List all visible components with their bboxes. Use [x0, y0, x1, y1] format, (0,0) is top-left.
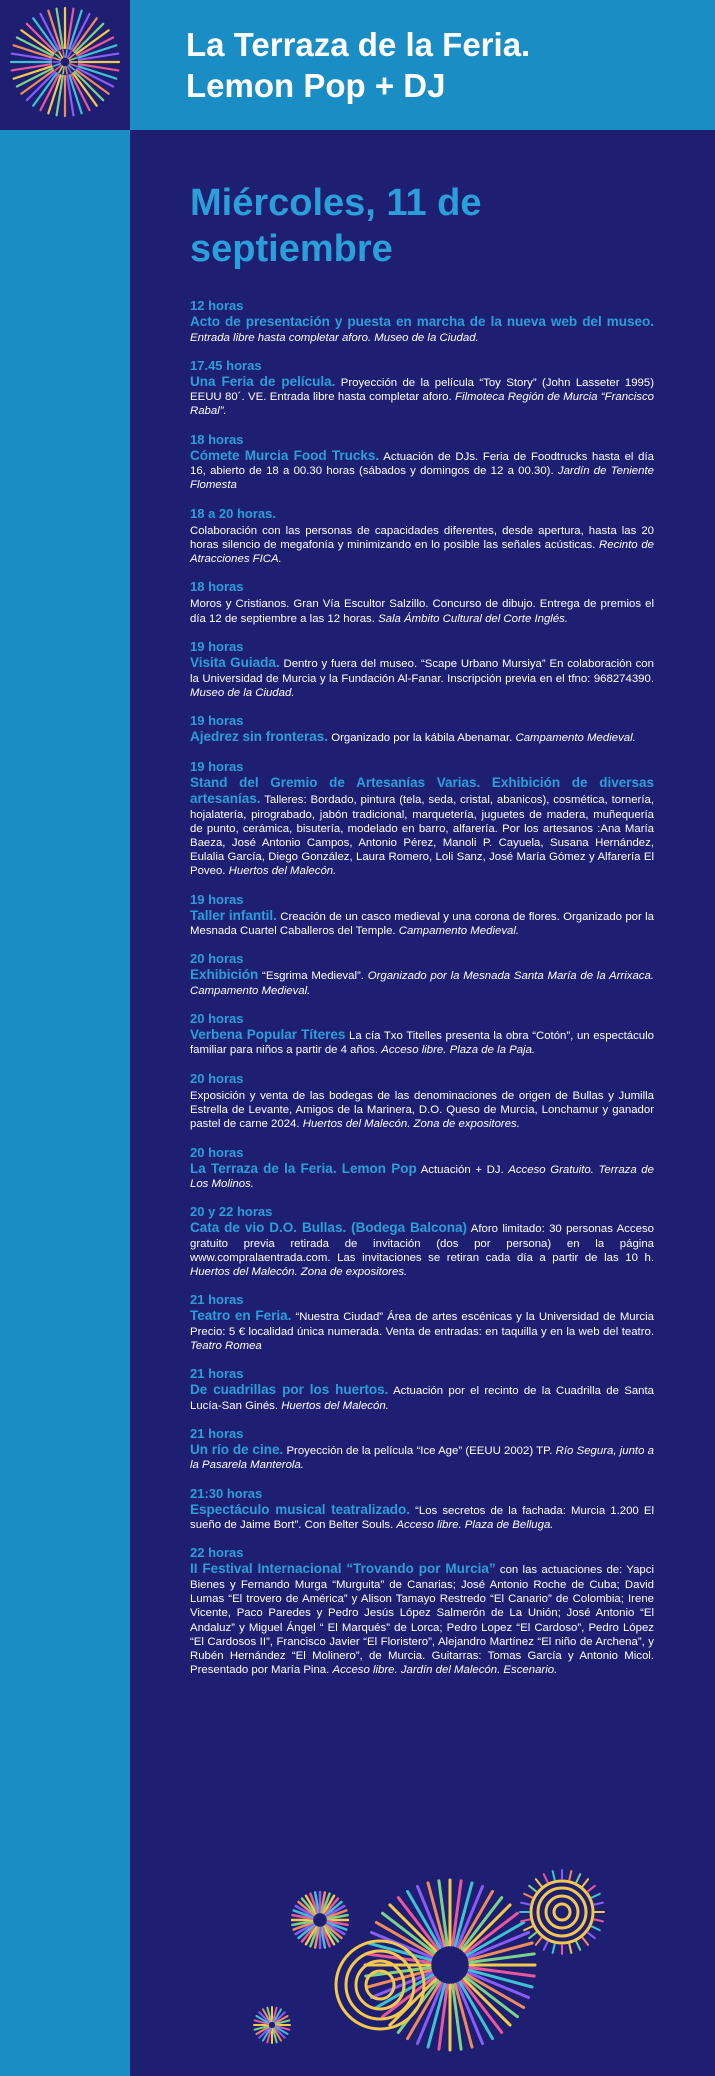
event-venue: Sala Ámbito Cultural del Corte Inglés. — [378, 612, 569, 625]
event-title: Acto de presentación y puesta en marcha de la nueva web del museo. — [190, 314, 654, 329]
event-venue: Acceso libre. Jardín del Malecón. Escenario. — [332, 1664, 558, 1677]
event-item — [190, 1426, 654, 1473]
event-description: Exposición y venta de las bodegas de las denominaciones de origen de Bullas y Jumilla Estrella de Levante, Amigos de la Marinera, D.O. Queso de Murcia, Lonchamur y ganador pastel de carne 2024. — [190, 1089, 654, 1131]
event-title: Una Feria de película. — [190, 373, 336, 389]
event-time: 21 horas — [190, 1366, 244, 1382]
event-item — [190, 298, 654, 345]
event-description: Talleres: Bordado, pintura (tela, seda, cristal, abanicos), cosmética, tornería, hojalatería, pirograbado, jabón tradicional, marquetería, juguetes de madera, muñequería de punto, cerámica, bisutería, modelado en barro, alfarería. Por los artesanos :Ana María Baeza, José Antonio Campos, Antonio Pérez, Manoli P. Cayuela, Susana Hernández, Eulalia García, Diego González, Laura Romero, Loli Sanz, José María Gómez y Alfarería El Poveo. — [190, 794, 654, 878]
event-venue: Organizado por la Mesnada Santa María de la Arrixaca. Campamento Medieval. — [190, 970, 654, 997]
event-venue: Huertos del Malecón. Zona de expositores. — [302, 1118, 520, 1131]
event-description: La cía Txo Titelles presenta la obra “Cotón”, un espectáculo familiar para niños a partir de 4 años. — [190, 1029, 654, 1057]
event-text — [190, 1220, 654, 1279]
event-venue: Jardín de Teniente Flomesta — [190, 465, 654, 492]
event-description: con las actuaciones de: Yapci Bienes y Fernando Murga “Murguita” de Canarias; José Antonio Roche de Cuba; David Lumas “El trovero de América” y Alison Tamayo Restredo “El Canario” de Colombia; Irene Vicente, Paco Paredes y Pedro Jesús López Salmerón de La Unión; José Antonio “El Andaluz” y Miguel Ángel “ El Marqués” de Lorca; Pedro Lopez “El Cardoso”, Pedro López “El Cardosos II”, Francisco Javier “El Floristero”, Alejandro Martínez “El niño de Archena”, y Rubén Hernández “El Molinero”, de Murcia. Guitarras: Tomas García y Antonio Micol. Presentado por María Pina. — [190, 1564, 654, 1677]
event-text — [190, 967, 654, 998]
event-description: Proyección de la película “Ice Age” (EEUU 2002) TP. — [286, 1444, 553, 1457]
header-title-line1: La Terraza de la Feria. — [186, 26, 531, 63]
event-text — [190, 1442, 654, 1473]
event-time: 12 horas — [190, 298, 244, 313]
event-venue: Museo de la Ciudad. — [190, 686, 295, 699]
event-time: 20 horas — [190, 1070, 244, 1086]
program-content — [190, 180, 654, 1690]
event-time: 18 horas — [190, 579, 244, 595]
event-item — [190, 639, 654, 700]
event-description: Moros y Cristianos. Gran Vía Escultor Salzillo. Concurso de dibujo. Entrega de premios el día 12 de septiembre a las 12 horas. — [190, 598, 654, 625]
event-description: Organizado por la kábila Abenamar. — [331, 732, 513, 745]
event-item — [190, 506, 654, 567]
event-text — [190, 1027, 654, 1058]
event-item — [190, 759, 654, 879]
event-time: 19 horas — [190, 758, 244, 774]
event-title: Teatro en Feria. — [190, 1308, 292, 1324]
fireworks-logo — [0, 0, 130, 130]
firework-rings-spark — [520, 1870, 604, 1954]
event-time: 20 y 22 horas — [190, 1204, 273, 1220]
event-title: La Terraza de la Feria. Lemon Pop — [190, 1160, 417, 1176]
event-venue: Acceso Gratuito. Terraza de Los Molinos. — [190, 1163, 654, 1191]
event-description: Creación de un casco medieval y una corona de flores. Organizado por la Mesnada Cuartel Caballeros del Temple. — [190, 910, 654, 938]
firework-rings-right — [531, 1881, 593, 1943]
event-time: 19 horas — [190, 713, 244, 729]
event-time: 20 horas — [190, 1144, 244, 1160]
event-venue: Recinto de Atracciones FICA. — [190, 539, 654, 566]
event-item — [190, 1011, 654, 1058]
event-venue: Río Segura, junto a la Pasarela Manterola. — [190, 1444, 654, 1472]
event-item — [190, 1545, 654, 1677]
event-item — [190, 1292, 654, 1353]
event-time: 22 horas — [190, 1545, 244, 1561]
event-venue: Acceso libre. Plaza de la Paja. — [381, 1044, 536, 1057]
event-venue: Teatro Romea — [190, 1340, 262, 1353]
event-title: Un río de cine. — [190, 1441, 284, 1457]
event-item — [190, 1145, 654, 1192]
event-text — [190, 655, 654, 700]
event-item — [190, 951, 654, 998]
firework-tiny — [254, 2007, 290, 2043]
event-description: Colaboración con las personas de capacidades diferentes, desde apertura, hasta las 20 horas silencio de megafonía y minimizando en lo posible las señales acústicas. — [190, 524, 654, 552]
event-title: De cuadrillas por los huertos. — [190, 1382, 389, 1398]
event-venue: Campamento Medieval. — [398, 925, 520, 938]
event-text — [190, 1161, 654, 1192]
event-time: 17.45 horas — [190, 357, 262, 373]
event-title: Cata de vio D.O. Bullas. (Bodega Balcona) — [190, 1220, 468, 1236]
event-text — [190, 1382, 654, 1413]
firework-small-left — [292, 1892, 348, 1948]
fireworks-illustration — [250, 1860, 610, 2076]
event-item — [190, 1366, 654, 1413]
event-item — [190, 1486, 654, 1533]
event-title: Cómete Murcia Food Trucks. — [190, 447, 380, 463]
event-time: 20 horas — [190, 951, 244, 967]
event-item — [190, 579, 654, 626]
event-title: Ajedrez sin fronteras. — [190, 729, 329, 745]
event-item — [190, 713, 654, 746]
event-description: Dentro y fuera del museo. “Scape Urbano Mursiya” En colaboración con la Universidad de Murcia y la Fundación Al-Fanar. Inscripción previa en el tfno: 968274390. — [190, 658, 654, 685]
event-text — [190, 374, 654, 419]
header-title-line2: Lemon Pop + DJ — [186, 67, 446, 104]
event-text — [190, 314, 654, 345]
left-decorative-strip — [0, 0, 130, 2076]
event-text — [190, 448, 654, 493]
event-title: Verbena Popular Títeres — [190, 1026, 346, 1042]
event-time: 20 horas — [190, 1010, 244, 1026]
event-text — [190, 1087, 654, 1132]
event-venue: Huertos del Malecón. Zona de expositores. — [190, 1266, 408, 1279]
event-item — [190, 892, 654, 939]
event-time: 18 horas — [190, 431, 244, 447]
event-title: Exhibición — [190, 967, 259, 983]
event-title: Stand del Gremio de Artesanías Varias. Exhibición de diversas artesanías. — [190, 774, 654, 807]
event-item — [190, 358, 654, 419]
event-item — [190, 1071, 654, 1132]
event-item — [190, 1204, 654, 1279]
event-description: “Esgrima Medieval”. — [262, 970, 364, 983]
event-venue: Acceso libre. Plaza de Belluga. — [396, 1519, 554, 1532]
event-venue: Entrada libre hasta completar aforo. Museo de la Ciudad. — [190, 331, 479, 344]
event-title: Espectáculo musical teatralizado. — [190, 1501, 410, 1517]
firework-burst — [11, 8, 119, 116]
event-venue: Huertos del Malecón. — [228, 865, 337, 878]
event-time: 21 horas — [190, 1292, 244, 1308]
event-description: Aforo limitado: 30 personas Acceso gratuito previa retirada de invitación (dos por persona) en la página www.compralaentrada.com. Las invitaciones se retiran cada día a partir de las 10 h. — [190, 1223, 654, 1264]
event-description: “Los secretos de la fachada: Murcia 1.200 El sueño de Jaime Bort”. Con Belter Souls. — [190, 1504, 654, 1532]
event-text — [190, 775, 654, 879]
event-title: Visita Guiada. — [190, 655, 280, 671]
event-text — [190, 522, 654, 567]
event-time: 18 a 20 horas. — [190, 505, 276, 521]
event-title: II Festival Internacional “Trovando por Murcia” — [190, 1561, 496, 1577]
event-text — [190, 1308, 654, 1353]
event-description: Actuación por el recinto de la Cuadrilla de Santa Lucía-San Ginés. — [190, 1385, 654, 1412]
event-venue: Filmoteca Región de Murcia “Francisco Rabal”. — [190, 391, 654, 418]
event-text — [190, 595, 654, 626]
event-text — [190, 729, 654, 746]
event-time: 21 horas — [190, 1425, 244, 1441]
event-item — [190, 432, 654, 493]
event-description: Actuación + DJ. — [420, 1163, 504, 1176]
firework-icon — [0, 0, 130, 130]
event-description: “Nuestra Ciudad” Área de artes escénicas y la Universidad de Murcia Precio: 5 € localidad única numerada. Venta de entradas: en taquilla y en la web del teatro. — [190, 1311, 654, 1338]
event-time: 19 horas — [190, 639, 244, 655]
event-text — [190, 908, 654, 939]
event-venue: Campamento Medieval. — [515, 732, 636, 745]
event-time: 21:30 horas — [190, 1485, 263, 1501]
event-text — [190, 1561, 654, 1677]
event-title: Taller infantil. — [190, 907, 277, 923]
event-time: 19 horas — [190, 891, 244, 907]
event-description: Proyección de la película “Toy Story” (John Lasseter 1995) EEUU 80´. VE. Entrada libre hasta completar aforo. — [190, 376, 655, 404]
firework-core — [53, 50, 77, 74]
header-title — [186, 24, 696, 106]
event-list — [190, 298, 654, 1677]
event-venue: Huertos del Malecón. — [281, 1399, 389, 1412]
date-heading: Miércoles, 11 de septiembre — [190, 182, 482, 270]
event-description: Actuación de DJs. Feria de Foodtrucks hasta el día 16, abierto de 18 a 00.30 horas (sábados y domingos de 12 a 00.30). — [190, 450, 654, 478]
event-text — [190, 1502, 654, 1533]
